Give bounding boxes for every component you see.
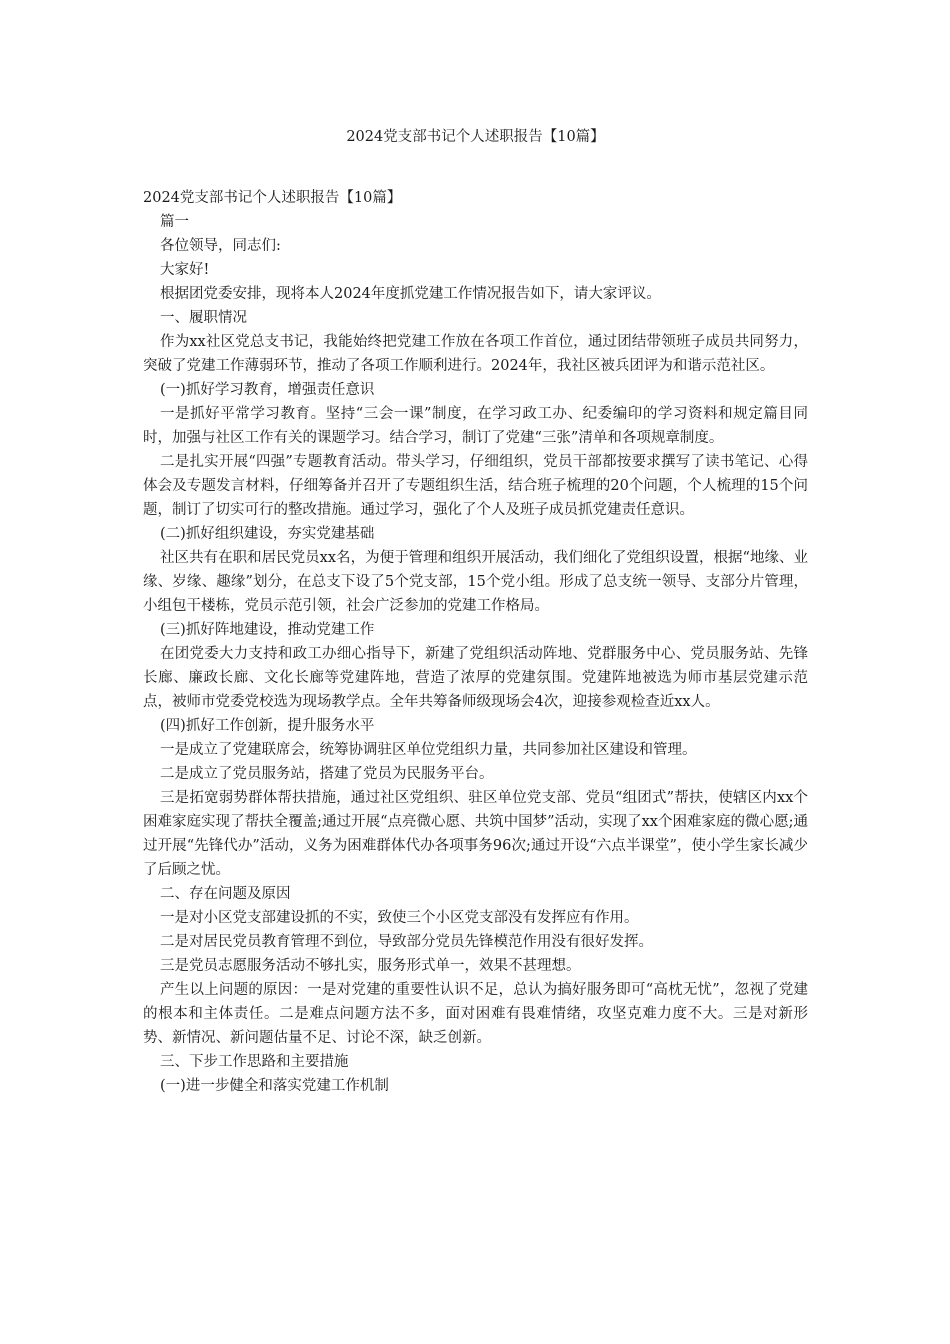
paragraph: 一是成立了党建联席会，统筹协调驻区单位党组织力量，共同参加社区建设和管理。	[160, 742, 697, 758]
subsection-heading: (一)抓好学习教育，增强责任意识	[160, 382, 375, 398]
paragraph: 作为xx社区党总支书记，我能始终把党建工作放在各项工作首位，通过团结带领班子成员共同努力，突破了党建工作薄弱环节，推动了各项工作顺利进行。2024年，我社区被兵团评为和谐示范社区。	[143, 334, 808, 374]
paragraph: 产生以上问题的原因：一是对党建的重要性认识不足，总认为搞好服务即可“高枕无忧”，忽视了党建的根本和主体责任。二是难点问题方法不多，面对困难有畏难情绪，攻坚克难力度不大。三是对新形势、新情况、新问题估量不足、讨论不深，缺乏创新。	[143, 982, 808, 1046]
paragraph: 一是抓好平常学习教育。坚持“三会一课”制度，在学习政工办、纪委编印的学习资料和规定篇目同时，加强与社区工作有关的课题学习。结合学习，制订了党建“三张”清单和各项规章制度。	[143, 406, 808, 446]
document-title: 2024党支部书记个人述职报告【10篇】	[346, 129, 605, 145]
paragraph: 二是对居民党员教育管理不到位，导致部分党员先锋模范作用没有很好发挥。	[160, 934, 653, 950]
paragraph: 篇一	[160, 214, 189, 230]
paragraph: 三是党员志愿服务活动不够扎实，服务形式单一，效果不甚理想。	[160, 958, 581, 974]
paragraph: 社区共有在职和居民党员xx名，为便于管理和组织开展活动，我们细化了党组织设置，根据“地缘、业缘、岁缘、趣缘”划分，在总支下设了5个党支部，15个党小组。形成了总支统一领导、支部分片管理，小组包干楼栋，党员示范引领，社会广泛参加的党建工作格局。	[143, 550, 808, 614]
section-heading: 二、存在问题及原因	[160, 886, 291, 902]
subsection-heading: (一)进一步健全和落实党建工作机制	[160, 1078, 389, 1094]
section-heading: 一、履职情况	[160, 310, 247, 326]
paragraph: 三是拓宽弱势群体帮扶措施，通过社区党组织、驻区单位党支部、党员“组团式”帮扶，使辖区内xx个困难家庭实现了帮扶全覆盖;通过开展“点亮微心愿、共筑中国梦”活动，实现了xx个困难家庭的微心愿;通过开展“先锋代办”活动，义务为困难群体代办各项事务96次;通过开设“六点半课堂”，使小学生家长减少了后顾之忧。	[143, 790, 808, 878]
subsection-heading: (四)抓好工作创新，提升服务水平	[160, 718, 375, 734]
paragraph: 大家好!	[160, 262, 210, 278]
paragraph: 二是扎实开展“四强”专题教育活动。带头学习，仔细组织，党员干部都按要求撰写了读书笔记、心得体会及专题发言材料，仔细筹备并召开了专题组织生活，结合班子梳理的20个问题，个人梳理的15个问题，制订了切实可行的整改措施。通过学习，强化了个人及班子成员抓党建责任意识。	[143, 454, 808, 518]
document-page	[143, 124, 808, 1098]
subsection-heading: (三)抓好阵地建设，推动党建工作	[160, 622, 375, 638]
paragraph: 二是成立了党员服务站，搭建了党员为民服务平台。	[160, 766, 494, 782]
paragraph: 在团党委大力支持和政工办细心指导下，新建了党组织活动阵地、党群服务中心、党员服务站、先锋长廊、廉政长廊、文化长廊等党建阵地，营造了浓厚的党建氛围。党建阵地被选为师市基层党建示范点，被师市党委党校选为现场教学点。全年共筹备师级现场会4次，迎接参观检查近xx人。	[143, 646, 808, 710]
paragraph: 根据团党委安排，现将本人2024年度抓党建工作情况报告如下，请大家评议。	[160, 286, 661, 302]
section-heading: 三、下步工作思路和主要措施	[160, 1054, 349, 1070]
subsection-heading: (二)抓好组织建设，夯实党建基础	[160, 526, 375, 542]
paragraph: 各位领导，同志们:	[160, 238, 281, 254]
paragraph: 一是对小区党支部建设抓的不实，致使三个小区党支部没有发挥应有作用。	[160, 910, 639, 926]
document-subtitle: 2024党支部书记个人述职报告【10篇】	[143, 190, 402, 206]
